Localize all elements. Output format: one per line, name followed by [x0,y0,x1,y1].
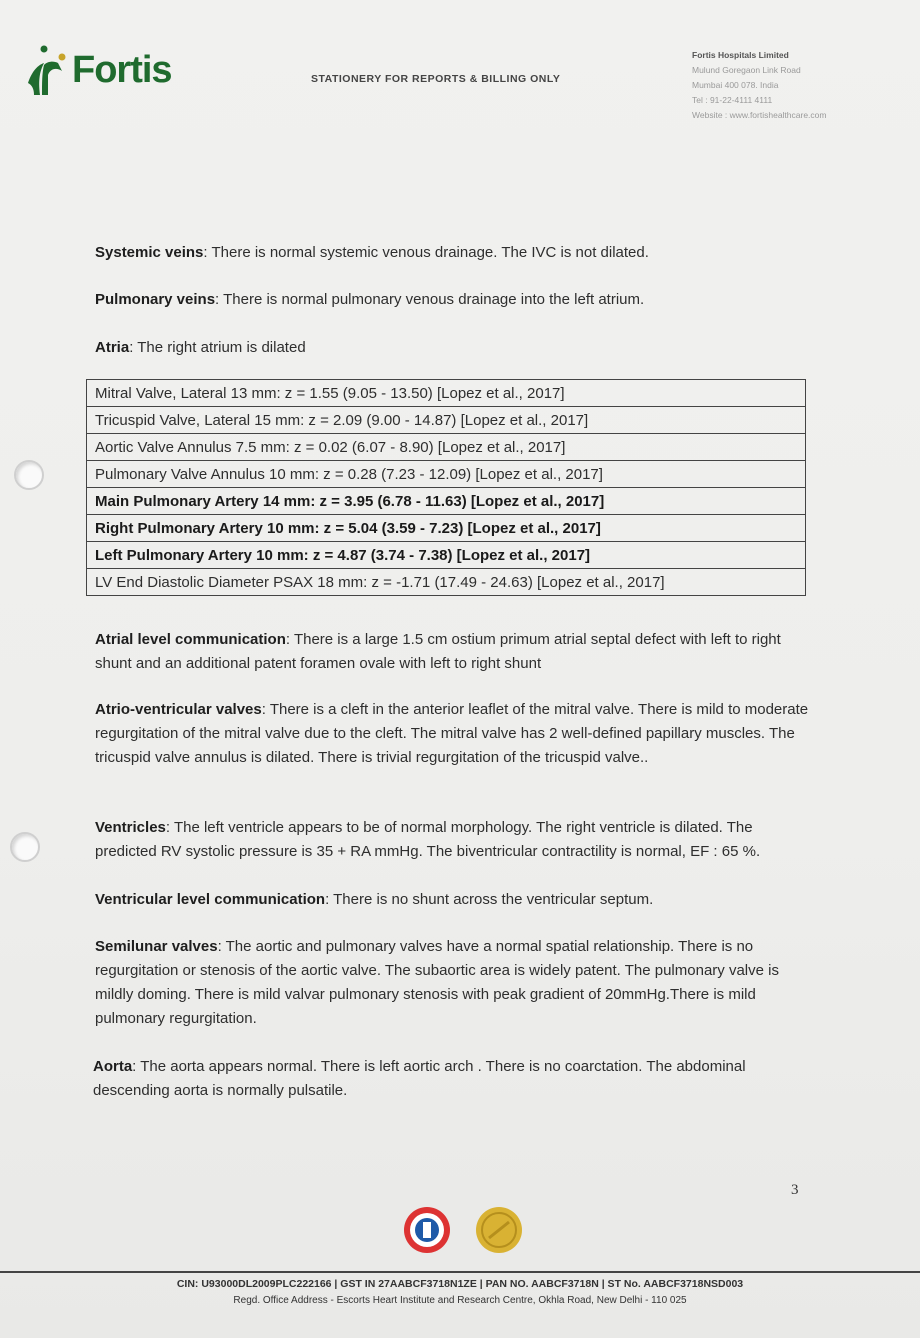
footer-divider [0,1271,920,1273]
punch-hole [14,460,44,490]
table-cell: Left Pulmonary Artery 10 mm: z = 4.87 (3.74 - 7.38) [Lopez et al., 2017] [87,542,806,569]
nabh-seal-icon [402,1205,452,1255]
section-text: : The right atrium is dilated [129,339,306,356]
company-address-line: Mumbai 400 078. India [692,80,779,90]
stationery-note: STATIONERY FOR REPORTS & BILLING ONLY [311,73,561,85]
table-row [87,380,806,407]
section-text: : The left ventricle appears to be of normal morphology. The right ventricle is dilated. The predicted RV systolic pressure is 35 + RA mmHg. The biventricular contractility is normal, EF : 65 %. [95,819,761,860]
company-address [692,48,826,123]
section-text: : There is a cleft in the anterior leaflet of the mitral valve. There is mild to moderate regurgitation of the mitral valve due to the cleft. The mitral valve has 2 well-defined papillary muscles. The tricuspid valve annulus is dilated. There is trivial regurgitation of the tricuspid valve.. [95,701,809,766]
footer-address: Regd. Office Address - Escorts Heart Institute and Research Centre, Okhla Road, New Delhi - 110 025 [233,1295,687,1306]
pulmonary-veins-section [95,288,815,312]
table-row [87,515,806,542]
section-text: : There is normal systemic venous drainage. The IVC is not dilated. [203,244,649,261]
table-cell: LV End Diastolic Diameter PSAX 18 mm: z = -1.71 (17.49 - 24.63) [Lopez et al., 2017] [87,569,806,596]
table-row [87,407,806,434]
page-number: 3 [791,1182,799,1198]
table-row [87,569,806,596]
table-cell: Aortic Valve Annulus 7.5 mm: z = 0.02 (6.07 - 8.90) [Lopez et al., 2017] [87,434,806,461]
fortis-figure-icon [22,43,70,97]
systemic-veins-section [95,241,815,265]
section-text: : The aorta appears normal. There is left aortic arch . There is no coarctation. The abdominal descending aorta is normally pulsatile. [93,1058,746,1099]
section-label: Pulmonary veins [95,291,216,308]
atrial-level-section [95,628,815,676]
fortis-logo [22,40,172,100]
section-label: Aorta [93,1058,133,1075]
company-name: Fortis Hospitals Limited [692,50,789,60]
table-row [87,461,806,488]
punch-hole [10,832,40,862]
section-text: : There is normal pulmonary venous drainage into the left atrium. [215,291,645,308]
section-text: : There is a large 1.5 cm ostium primum atrial septal defect with left to right shunt and an additional patent foramen ovale with left to right shunt [95,631,781,672]
section-text: : The aortic and pulmonary valves have a normal spatial relationship. There is no regurgitation or stenosis of the aortic valve. The subaortic area is widely patent. The pulmonary valve is mildly doming. There is mild valvar pulmonary stenosis with peak gradient of 20mmHg.There is mild pulmonary regurgitation. [95,938,779,1027]
ventricular-level-section [95,888,815,912]
table-row [87,542,806,569]
table-cell: Pulmonary Valve Annulus 10 mm: z = 0.28 (7.23 - 12.09) [Lopez et al., 2017] [87,461,806,488]
company-website: Website : www.fortishealthcare.com [692,110,827,120]
section-label: Ventricles [95,819,166,836]
logo-wordmark: Fortis [72,48,172,91]
company-address-line: Mulund Goregaon Link Road [692,65,801,75]
section-label: Atria [95,339,130,356]
table-row [87,434,806,461]
table-cell: Right Pulmonary Artery 10 mm: z = 5.04 (3.59 - 7.23) [Lopez et al., 2017] [87,515,806,542]
aorta-section [93,1055,813,1103]
section-label: Systemic veins [95,244,204,261]
footer-registration: CIN: U93000DL2009PLC222166 | GST IN 27AABCF3718N1ZE | PAN NO. AABCF3718N | ST No. AABCF3718NSD003 [176,1278,744,1290]
jci-seal-icon [474,1205,524,1255]
av-valves-section [95,698,815,770]
section-label: Semilunar valves [95,938,218,955]
company-phone: Tel : 91-22-4111 4111 [692,95,773,105]
section-label: Atrio-ventricular valves [95,701,262,718]
table-cell: Mitral Valve, Lateral 13 mm: z = 1.55 (9.05 - 13.50) [Lopez et al., 2017] [87,380,806,407]
table-cell: Main Pulmonary Artery 14 mm: z = 3.95 (6.78 - 11.63) [Lopez et al., 2017] [87,488,806,515]
section-label: Atrial level communication [95,631,286,648]
section-label: Ventricular level communication [95,891,326,908]
ventricles-section [95,816,815,864]
table-cell: Tricuspid Valve, Lateral 15 mm: z = 2.09 (9.00 - 14.87) [Lopez et al., 2017] [87,407,806,434]
section-text: : There is no shunt across the ventricular septum. [325,891,654,908]
atria-section [95,336,815,360]
semilunar-section [95,935,815,1031]
measurements-table [86,379,806,596]
table-row [87,488,806,515]
